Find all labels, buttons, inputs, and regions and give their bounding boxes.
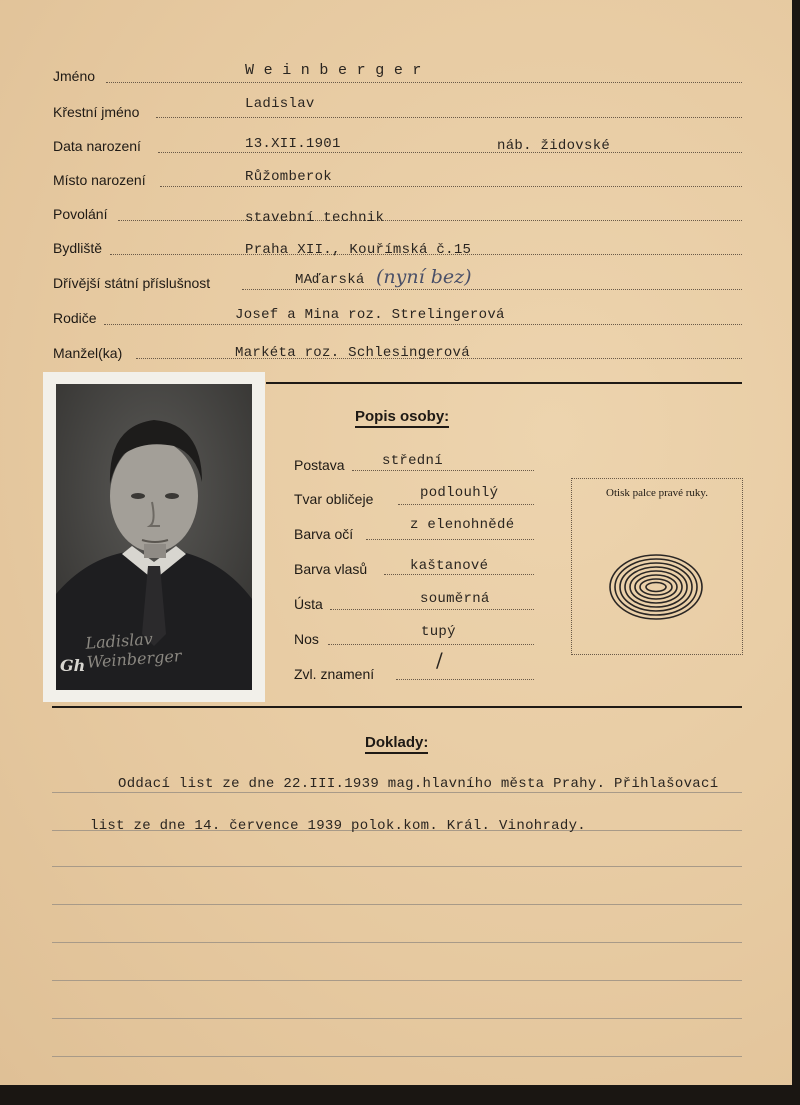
documents-text-line-2: list ze dne 14. července 1939 polok.kom. Král. Vinohrady. (90, 818, 586, 834)
spouse-label: Manžel(ka) (53, 345, 123, 361)
given-name-line (156, 117, 742, 118)
documents-line-8 (52, 1056, 742, 1057)
eyes-line (366, 539, 534, 540)
documents-line-5 (52, 942, 742, 943)
face-label: Tvar obličeje (294, 491, 374, 507)
documents-line-7 (52, 1018, 742, 1019)
birth-place-label: Místo narození (53, 172, 146, 188)
citizenship-value: MAďarská (295, 272, 365, 288)
surname-label: Jméno (53, 68, 96, 84)
birth-place-line (160, 186, 742, 187)
documents-line-1 (52, 792, 742, 793)
parents-value: Josef a Mina roz. Strelingerová (235, 307, 505, 323)
nose-line (328, 644, 534, 645)
surname-line (106, 82, 742, 83)
eyes-value: z elenohnědé (410, 517, 515, 533)
hair-line (384, 574, 534, 575)
face-value: podlouhlý (420, 485, 499, 501)
birth-date-value: 13.XII.1901 (245, 136, 341, 152)
citizenship-handwritten-note: (nyní bez) (376, 266, 472, 288)
hair-label: Barva vlasů (294, 561, 368, 577)
given-name-label: Křestní jméno (53, 104, 140, 120)
occupation-line (118, 220, 742, 221)
residence-label: Bydliště (53, 240, 103, 256)
fingerprint-label: Otisk palce pravé ruky. (606, 487, 708, 499)
hair-value: kaštanové (410, 558, 489, 574)
documents-text-line-1: Oddací list ze dne 22.III.1939 mag.hlavního města Prahy. Přihlašovací (118, 776, 719, 792)
build-line (352, 470, 534, 471)
parents-label: Rodiče (53, 310, 97, 326)
residence-value: Praha XII., Kouřímská č.15 (245, 242, 472, 258)
fingerprint-box (571, 478, 743, 655)
documents-line-6 (52, 980, 742, 981)
occupation-label: Povolání (53, 206, 108, 222)
mouth-label: Ústa (294, 596, 323, 612)
citizenship-line (242, 289, 742, 290)
description-heading: Popis osoby: (355, 408, 449, 428)
section-divider-bottom (52, 706, 742, 708)
documents-heading: Doklady: (365, 734, 428, 754)
face-line (398, 504, 534, 505)
marks-value: / (436, 648, 443, 672)
mouth-line (330, 609, 534, 610)
photo-signature: Ladislav Weinberger (84, 629, 183, 672)
fingerprint-icon (606, 551, 706, 623)
nose-value: tupý (421, 624, 456, 640)
birth-date-line (158, 152, 742, 153)
religion-value: náb. židovské (497, 138, 611, 154)
build-value: střední (382, 453, 443, 469)
marks-label: Zvl. znamení (294, 666, 375, 682)
eyes-label: Barva očí (294, 526, 354, 542)
marks-line (396, 679, 534, 680)
parents-line (104, 324, 742, 325)
section-divider-top (266, 382, 742, 384)
nose-label: Nos (294, 631, 319, 647)
mouth-value: souměrná (420, 591, 490, 607)
surname-value: W e i n b e r g e r (245, 62, 422, 79)
occupation-value: stavební technik (245, 210, 385, 226)
portrait-photo (43, 372, 265, 702)
documents-line-3 (52, 866, 742, 867)
given-name-value: Ladislav (245, 96, 315, 112)
build-label: Postava (294, 457, 345, 473)
birth-place-value: Růžomberok (245, 169, 333, 185)
spouse-value: Markéta roz. Schlesingerová (235, 345, 470, 361)
citizenship-label: Dřívější státní příslušnost (53, 275, 211, 291)
photo-initials: Gh (60, 656, 86, 675)
birth-date-label: Data narození (53, 138, 141, 154)
documents-line-4 (52, 904, 742, 905)
